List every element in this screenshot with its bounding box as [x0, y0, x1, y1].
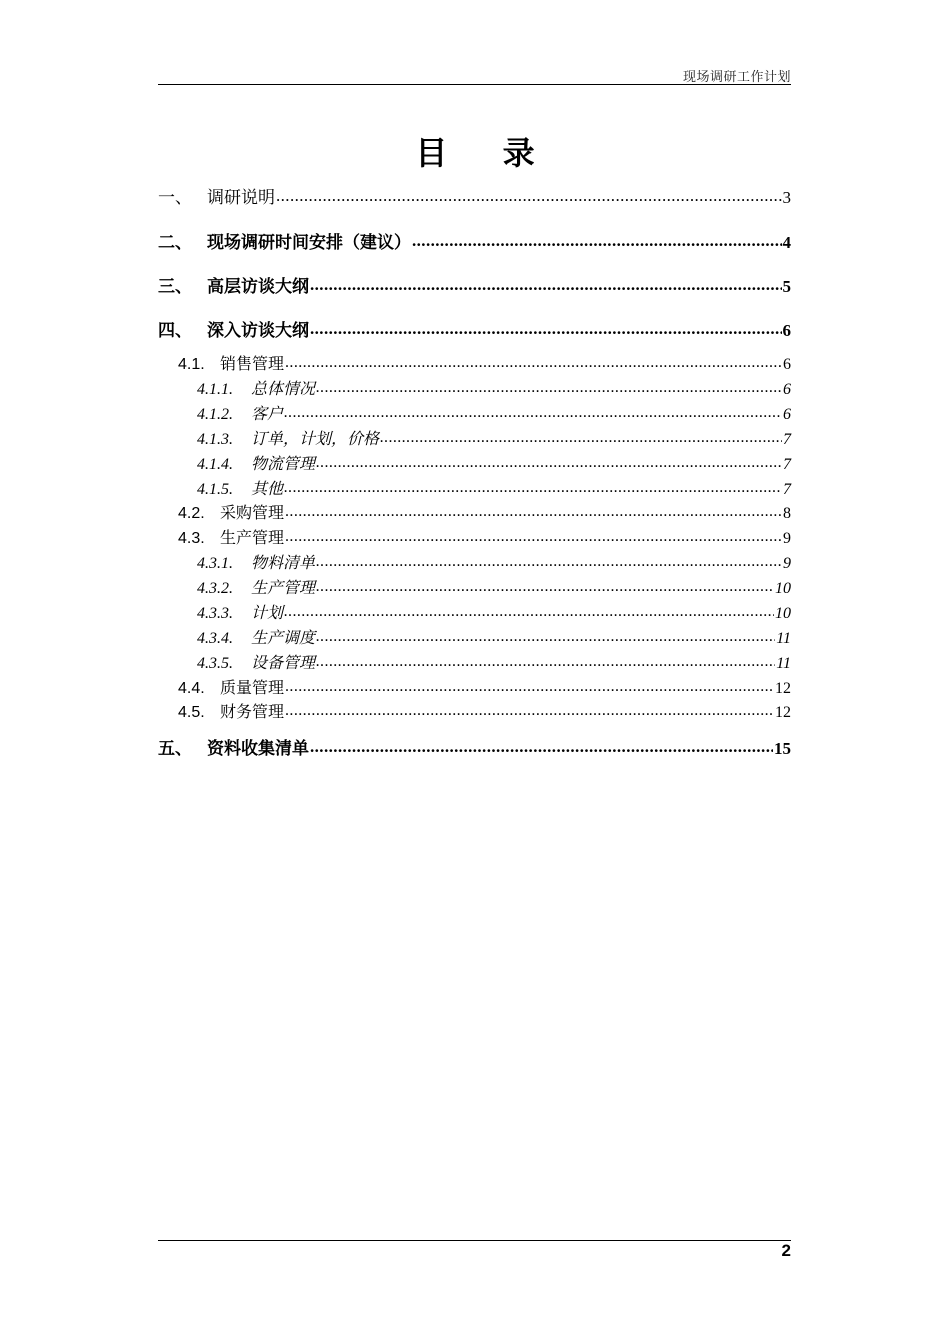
- toc-entry-page-number: 12: [775, 680, 791, 697]
- toc-dot-leader: [316, 652, 775, 668]
- toc-entry[interactable]: [158, 426, 791, 449]
- toc-entry-number: 4.3.3.: [197, 605, 233, 622]
- toc-entry-page-number: 10: [775, 580, 791, 597]
- toc-entry[interactable]: [158, 675, 791, 698]
- toc-entry-number: 五、: [158, 739, 192, 759]
- toc-entry-label: 物流管理: [251, 454, 316, 473]
- toc-entry[interactable]: [158, 376, 791, 399]
- toc-entry-page-number: 4: [782, 233, 791, 252]
- running-header: 现场调研工作计划: [682, 70, 791, 85]
- toc-entry-number: 4.3.1.: [197, 555, 233, 572]
- toc-entry-number: 4.3.: [178, 530, 205, 547]
- toc-entry-page-number: 9: [783, 555, 791, 572]
- toc-dot-leader: [316, 577, 774, 593]
- toc-entry-number: 4.3.5.: [197, 655, 233, 672]
- toc-dot-leader: [284, 403, 782, 419]
- toc-entry-label: 质量管理: [220, 678, 285, 697]
- toc-dot-leader: [284, 478, 782, 494]
- toc-dot-leader: [285, 527, 782, 543]
- toc-dot-leader: [310, 275, 782, 292]
- toc-entry[interactable]: [158, 272, 791, 297]
- toc-entry[interactable]: [158, 525, 791, 548]
- toc-entry-label: 订单，计划，价格: [251, 429, 380, 448]
- toc-entry[interactable]: [158, 699, 791, 722]
- toc-entry[interactable]: [158, 625, 791, 648]
- toc-entry-label: 生产调度: [251, 628, 316, 647]
- toc-entry[interactable]: [158, 228, 791, 253]
- toc-dot-leader: [285, 353, 782, 369]
- toc-entry-page-number: 6: [782, 321, 791, 340]
- toc-entry-number: 4.1.5.: [197, 481, 233, 498]
- toc-entry-number: 三、: [158, 277, 192, 297]
- toc-dot-leader: [316, 378, 782, 394]
- toc-entry-label: 生产管理: [251, 578, 316, 597]
- toc-dot-leader: [316, 627, 775, 643]
- toc-entry-page-number: 9: [783, 530, 791, 547]
- toc-entry[interactable]: [158, 401, 791, 424]
- toc-dot-leader: [276, 186, 782, 203]
- toc-dot-leader: [310, 737, 773, 754]
- toc-dot-leader: [285, 677, 774, 693]
- toc-entry-label: 采购管理: [220, 503, 285, 522]
- toc-entry[interactable]: [158, 316, 791, 341]
- toc-entry-page-number: 11: [776, 655, 791, 672]
- toc-dot-leader: [285, 502, 782, 518]
- toc-entry-page-number: 6: [783, 356, 791, 373]
- footer-rule: [158, 1240, 791, 1241]
- toc-entry-page-number: 11: [776, 630, 791, 647]
- toc-entry-page-number: 3: [782, 188, 791, 207]
- toc-entry[interactable]: [158, 451, 791, 474]
- toc-entry-label: 调研说明: [207, 188, 275, 208]
- toc-entry-page-number: 10: [775, 605, 791, 622]
- toc-entry-page-number: 15: [774, 739, 791, 758]
- toc-entry-label: 财务管理: [220, 702, 285, 721]
- toc-entry-page-number: 7: [783, 456, 791, 473]
- toc-entry[interactable]: [158, 476, 791, 499]
- toc-entry-number: 四、: [158, 321, 192, 341]
- toc-entry-page-number: 6: [783, 381, 791, 398]
- toc-entry[interactable]: [158, 650, 791, 673]
- toc-entry[interactable]: [158, 183, 791, 208]
- toc-entry-label: 客户: [251, 404, 284, 423]
- toc-entry[interactable]: [158, 734, 791, 759]
- toc-entry-number: 4.1.: [178, 356, 205, 373]
- toc-entry-label: 物料清单: [251, 553, 316, 572]
- toc-entry-number: 4.3.4.: [197, 630, 233, 647]
- toc-entry-page-number: 6: [783, 406, 791, 423]
- toc-entry-label: 设备管理: [251, 653, 316, 672]
- toc-entry-label: 生产管理: [220, 528, 285, 547]
- toc-entry-label: 高层访谈大纲: [207, 277, 309, 297]
- toc-entry-number: 4.1.1.: [197, 381, 233, 398]
- toc-entry-number: 4.1.2.: [197, 406, 233, 423]
- header-rule: [158, 84, 791, 85]
- toc-entry-label: 销售管理: [220, 354, 285, 373]
- footer-page-number: 2: [781, 1241, 791, 1260]
- toc-entry-number: 二、: [158, 233, 192, 253]
- toc-entry-number: 4.5.: [178, 704, 205, 721]
- toc-entry[interactable]: [158, 600, 791, 623]
- toc-entry-page-number: 8: [783, 505, 791, 522]
- toc-entry[interactable]: [158, 550, 791, 573]
- toc-entry-page-number: 7: [783, 481, 791, 498]
- toc-entry-number: 一、: [158, 188, 192, 208]
- toc-entry[interactable]: [158, 351, 791, 374]
- toc-entry-page-number: 12: [775, 704, 791, 721]
- toc-entry-number: 4.3.2.: [197, 580, 233, 597]
- toc-entry-label: 现场调研时间安排（建议）: [207, 233, 411, 253]
- toc-entry-number: 4.1.4.: [197, 456, 233, 473]
- toc-entry-page-number: 5: [782, 277, 791, 296]
- toc-entry-label: 深入访谈大纲: [207, 321, 309, 341]
- toc-dot-leader: [310, 319, 782, 336]
- toc-entry-page-number: 7: [783, 431, 791, 448]
- toc-dot-leader: [380, 428, 782, 444]
- toc-dot-leader: [412, 231, 782, 248]
- toc-dot-leader: [284, 602, 774, 618]
- toc-entry-number: 4.2.: [178, 505, 205, 522]
- toc-dot-leader: [316, 453, 782, 469]
- toc-dot-leader: [316, 552, 782, 568]
- toc-entry-label: 其他: [251, 479, 284, 498]
- toc-entry-label: 总体情况: [251, 379, 316, 398]
- toc-entry-label: 计划: [251, 603, 284, 622]
- toc-entry[interactable]: [158, 500, 791, 523]
- toc-entry-label: 资料收集清单: [207, 739, 309, 759]
- toc-dot-leader: [285, 701, 774, 717]
- toc-title: 目 录: [415, 134, 557, 172]
- toc-entry-number: 4.4.: [178, 680, 205, 697]
- toc-entry[interactable]: [158, 575, 791, 598]
- toc-entry-number: 4.1.3.: [197, 431, 233, 448]
